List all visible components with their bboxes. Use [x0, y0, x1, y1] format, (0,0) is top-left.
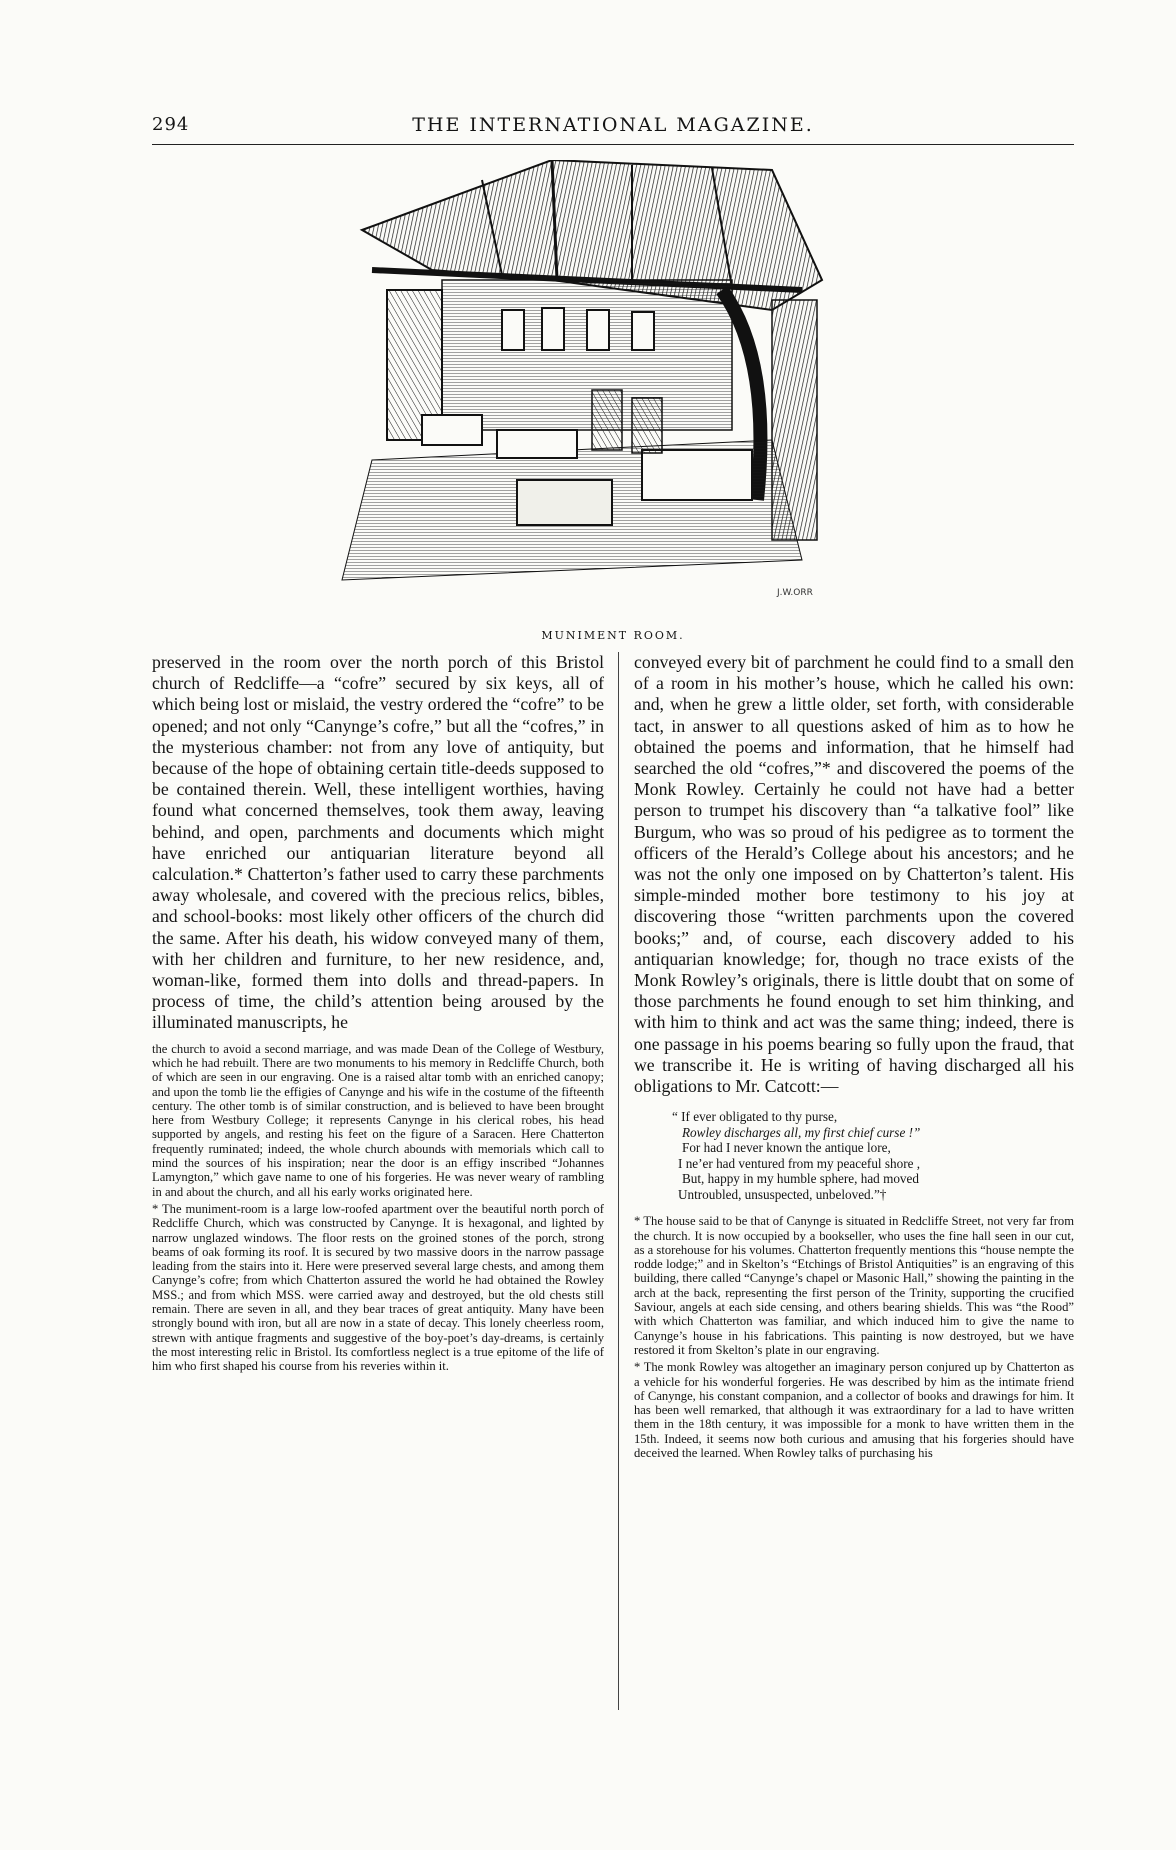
- left-column: [152, 652, 604, 1376]
- magazine-page: [152, 0, 1074, 1850]
- left-body-paragraph: preserved in the room over the north porch of this Bristol church of Redcliffe—a “cofre” secured by six keys, all of which being lost or mislaid, the vestry ordered the “cofre” to be opened; and not only “Canynge’s cofre,” but all the “cofres,” in the mysterious chamber: not from any love of antiquity, but because of the hope of obtaining certain title-deeds supposed to be contained therein. Well, these intelligent worthies, having found what concerned themselves, took them away, leaving behind, and open, parchments and documents which might have enriched our antiquarian literature beyond all calculation.* Chatterton’s father used to carry these parchments away wholesale, and covered with the precious relics, bibles, and school-books: most likely other officers of the church did the same. After his death, his widow conveyed many of them, with her children and furniture, to her new residence, and, woman-like, formed them into dolls and thread-papers. In process of time, the child’s attention being aroused by the illuminated manuscripts, he: [152, 652, 604, 1033]
- left-footnote-continued: the church to avoid a second marriage, and was made Dean of the College of Westbury, which he had rebuilt. There are two monuments to his memory in Redcliffe Church, both of which are seen in our engraving. One is a raised altar tomb with an enriched canopy; and upon the tomb lie the effigies of Canynge and his wife in the costume of the fifteenth century. The other tomb is of similar construction, and is believed to have been brought here from Westbury College; it represents Canynge in his clerical robes, his head supported by angels, and resting his feet on the figure of a Saracen. Here Chatterton frequently ruminated; indeed, the whole church abounds with memorials which call to mind the sources of his inspiration; near the door is an effigy inscribed “Johannes Lamyngton,” which gave name to one of his forgeries. He was never weary of rambling in and about the church, and all his early works originated here.: [152, 1041, 604, 1199]
- poem-line: But, happy in my humble sphere, had moved: [682, 1171, 919, 1187]
- right-body-paragraph: conveyed every bit of parchment he could find to a small den of a room in his mother’s house, which he called his own: and, when he grew a little older, set forth, with considerable tact, in answer to all questions asked of him as to how he obtained the poems and information, that he himself had searched the old “cofres,”* and discovered the poems of the Monk Rowley. Certainly he could not have had a better person to trumpet his discovery than “a talkative fool” like Burgum, who was so proud of his pedigree as to torment the officers of the Herald’s College about his ancestors; and he was not the only one imposed on by Chatterton’s talent. His simple-minded mother bore testimony to his joy at discovering those “written parchments upon the covered books;” and, of course, each discovery added to his antiquarian knowledge; for, though no trace exists of the Monk Rowley’s originals, there is little doubt that on some of those parchments he found enough to set him thinking, and with him to think and act was the same thing; indeed, there is one passage in his poems bearing so fully upon the fraud, that we transcribe it. He is writing of having discharged all his obligations to Mr. Catcott:—: [634, 652, 1074, 1097]
- poem-line: Untroubled, unsuspected, unbeloved.”†: [678, 1186, 887, 1202]
- left-footnote-muniment-room: * The muniment-room is a large low-roofed apartment over the beautiful north porch of Redcliffe Church, which was constructed by Canynge. It is hexagonal, and lighted by narrow unglazed windows. The floor rests on the groined stones of the porch, strong beams of oak forming its roof. It is secured by two massive doors in the narrow passage leading from the stairs into it. Here were preserved several large chests, and among them Canynge’s cofre; from which Chatterton assured the world he had obtained the Rowley MSS.; and from which MSS. were carried away and destroyed, but the old chests still remain. There are seven in all, and they bear traces of great antiquity. Many have been strongly bound with iron, but all are now in a state of decay. This lonely cheerless room, strewn with antique fragments and suggestive of the boy-poet’s day-dreams, is certainly the most interesting relic in Bristol. Its comfortless neglect is a true epitome of the life of him who first shaped his course from his reveries within it.: [152, 1201, 604, 1374]
- magazine-title: THE INTERNATIONAL MAGAZINE.: [412, 114, 814, 136]
- header-rule: [152, 144, 1074, 145]
- running-header: [152, 110, 1074, 146]
- quoted-poem: [672, 1109, 1074, 1202]
- right-footnote-monk-rowley: * The monk Rowley was altogether an imaginary person conjured up by Chatterton as a vehicle for his wonderful forgeries. He was described by him as the intimate friend of Canynge, his constant companion, and a collector of books and drawings for him. It has been well remarked, that although it was extraordinary for a lad to have written them in the 18th century, it was impossible for a monk to have written them in the 15th. Indeed, it seems now both curious and amusing that his forgeries should have deceived the learned. When Rowley talks of purchasing his: [634, 1360, 1074, 1461]
- poem-line: Rowley discharges all, my first chief curse !”: [682, 1124, 921, 1140]
- poem-line: For had I never known the antique lore,: [682, 1140, 891, 1156]
- column-divider: [618, 652, 619, 1710]
- page-number: 294: [152, 114, 190, 135]
- figure-caption: MUNIMENT ROOM.: [541, 629, 685, 642]
- right-footnote-canynge-house: * The house said to be that of Canynge is situated in Redcliffe Street, not very far from the church. It is now occupied by a bookseller, who uses the fine hall seen in our cut, as a storehouse for his volumes. Chatterton frequently mentions this “house nempte the rodde lodge;” and in Skelton’s “Etchings of Bristol Antiquities” is an engraving of this building, there called “Canynge’s chapel or Masonic Hall,” showing the painting in the arch at the back, representing the first person of the Trinity, supporting the crucified Saviour, angels at each side censing, and others bearing shields. This was “the Rood” with which Chatterton was familiar, and which induced him to give the name to Canynge’s house in his fabrications. This painting is now destroyed, but we have restored it from Skelton’s plate in our engraving.: [634, 1214, 1074, 1357]
- right-column: [634, 652, 1074, 1463]
- engraver-signature: J.W.ORR: [777, 588, 813, 598]
- muniment-room-engraving: [302, 160, 837, 615]
- poem-line: “ If ever obligated to thy purse,: [672, 1109, 838, 1125]
- poem-line: I ne’er had ventured from my peaceful shore ,: [678, 1155, 921, 1171]
